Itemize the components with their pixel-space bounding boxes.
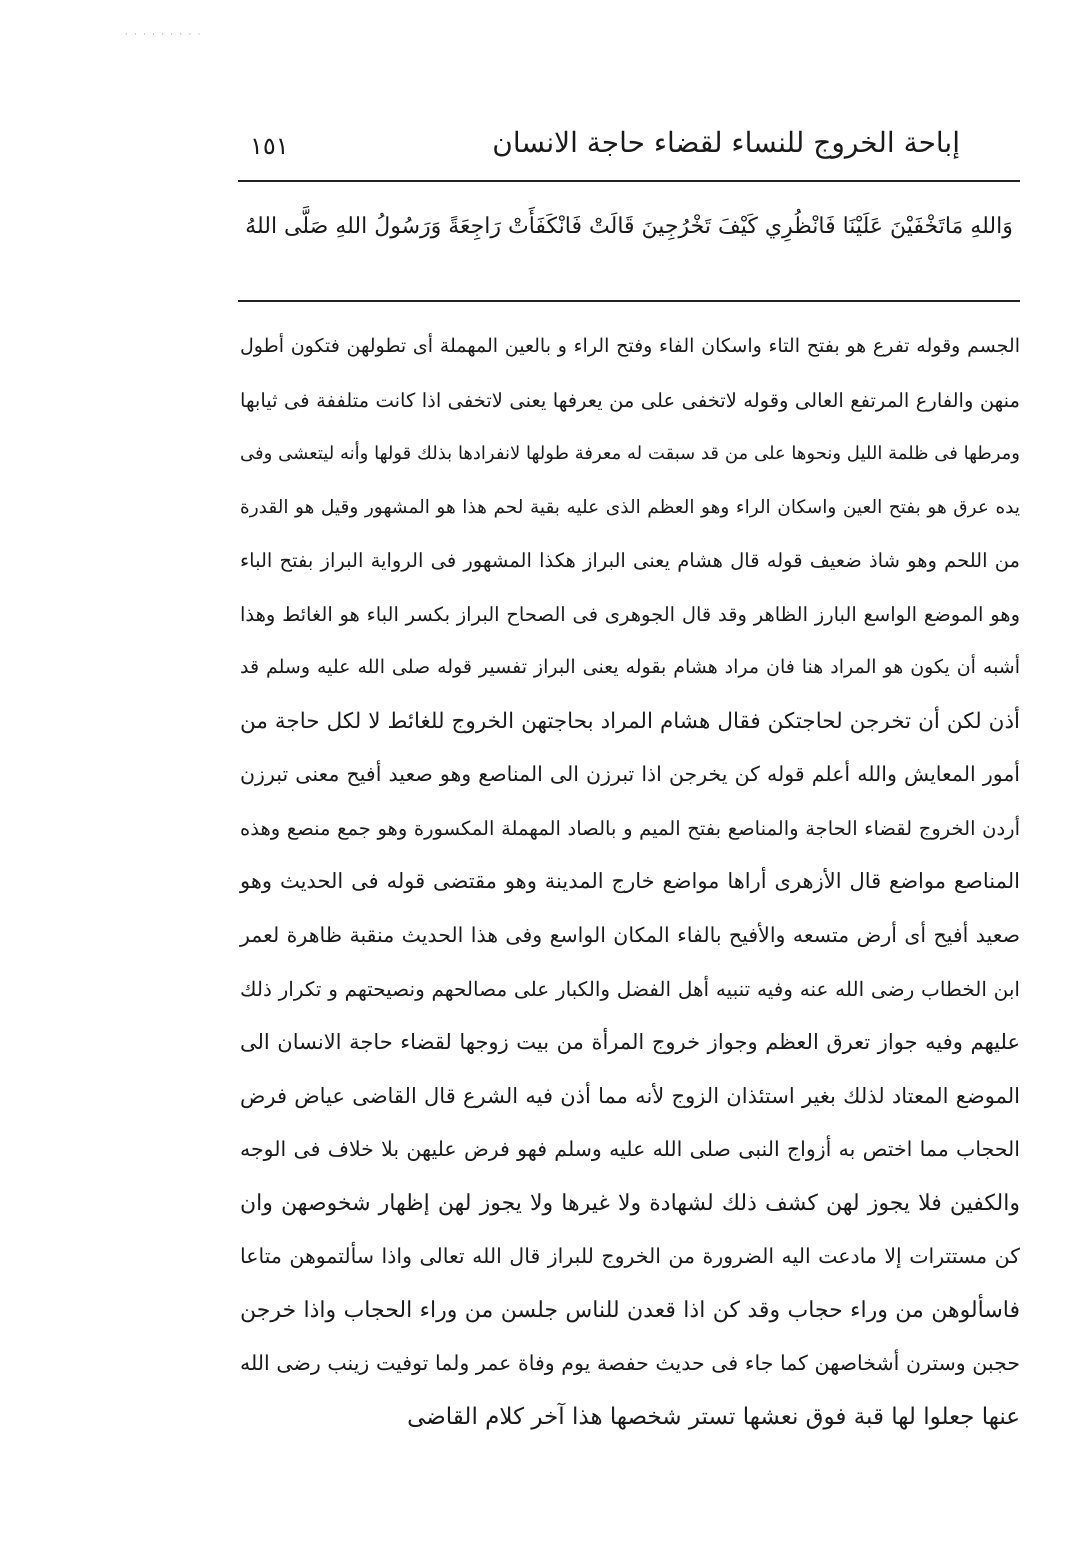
commentary-line: عليهم وفيه جواز تعرق العظم وجواز خروج المرأة من بيت زوجها لقضاء حاجة الانسان الى (240, 1030, 1020, 1055)
commentary-line: أشبه أن يكون هو المراد هنا فان مراد هشام بقوله يعنى البراز تفسير قوله صلى الله عليه وسلم قد (240, 656, 1020, 679)
page-number: ١٥١ (250, 132, 289, 160)
commentary-line: الجسم وقوله تفرع هو بفتح التاء واسكان الفاء وفتح الراء و بالعين المهملة أى تطولهن فتكون أطول (240, 335, 1020, 357)
commentary-line: أمور المعايش والله أعلم قوله كن يخرجن اذا تبرزن الى المناصع وهو صعيد أفيح معنى تبرزن (240, 762, 1020, 787)
commentary-line: من اللحم وهو شاذ ضعيف قوله قال هشام يعنى البراز هكذا المشهور فى الرواية البراز بفتح الباء (240, 549, 1020, 573)
scan-specks: · · · · · · · · · (125, 30, 203, 39)
commentary-line: المناصع مواضع قال الأزهرى أراها مواضع خارج المدينة وهو مقتضى قوله فى الحديث وهو (240, 869, 1020, 894)
page-header (240, 118, 1000, 168)
commentary-line: والكفين فلا يجوز لهن كشف ذلك لشهادة ولا غيرها ولا يجوز لهن إظهار شخوصهن وان (240, 1190, 1020, 1216)
commentary-line: أذن لكن أن تخرجن لحاجتكن فقال هشام المراد بحاجتهن الخروج للغائط لا لكل حاجة من (240, 708, 1020, 734)
commentary-line: عنها جعلوا لها قبة فوق نعشها تستر شخصها هذا آخر كلام القاضى (407, 1403, 1020, 1430)
running-title: إباحة الخروج للنساء لقضاء حاجة الانسان (492, 126, 960, 159)
hadith-text-line: وَاللهِ مَاتَخْفَيْنَ عَلَيْنَا فَانْظُرِي كَيْفَ تَخْرُجِينَ قَالَتْ فَانْكَفَأَتْ رَاجِعَةً وَرَسُولُ اللهِ صَلَّى اللهُ (245, 214, 1013, 239)
commentary-line: كن مستترات إلا مادعت اليه الضرورة من الخروج للبراز قال الله تعالى واذا سألتموهن متاعا (240, 1244, 1020, 1269)
commentary-line: يده عرق هو بفتح العين واسكان الراء وهو العظم الذى عليه بقية لحم هذا هو المشهور وقيل هو القدرة (240, 496, 1020, 518)
commentary-line: منهن والفارع المرتفع العالى وقوله لاتخفى على من يعرفها يعنى لاتخفى اذا كانت متلففة فى ثيابها (240, 388, 1020, 412)
commentary-line: الموضع المعتاد لذلك بغير استئذان الزوج لأنه مما أذن فيه الشرع قال القاضى عياض فرض (240, 1083, 1020, 1108)
commentary-line: فاسألوهن من وراء حجاب وقد كن اذا قعدن للناس جلسن من وراء الحجاب واذا خرجن (240, 1297, 1020, 1323)
commentary-body (240, 320, 1020, 1444)
commentary-line: وهو الموضع الواسع البارز الظاهر وقد قال الجوهرى فى الصحاح البراز بكسر الباء هو الغائط وهذا (240, 602, 1020, 626)
commentary-line: ابن الخطاب رضى الله عنه وفيه تنبيه أهل الفضل والكبار على مصالحهم ونصيحتهم و تكرار ذلك (240, 976, 1020, 1001)
section-rule (238, 300, 1020, 302)
commentary-line: أردن الخروج لقضاء الحاجة والمناصع بفتح الميم و بالصاد المهملة المكسورة وهو جمع منصع وهذه (240, 816, 1020, 840)
commentary-line: ومرطها فى ظلمة الليل ونحوها على من قد سبقت له معرفة طولها لانفرادها بذلك قولها وأنه ليتعشى وفى (240, 443, 1020, 465)
commentary-line: حجبن وسترن أشخاصهن كما جاء فى حديث حفصة يوم وفاة عمر ولما توفيت زينب رضى الله (240, 1351, 1020, 1376)
header-rule (238, 180, 1020, 182)
commentary-line: الحجاب مما اختص به أزواج النبى صلى الله عليه وسلم فهو فرض عليهن بلا خلاف فى الوجه (240, 1137, 1020, 1162)
commentary-line: صعيد أفيح أى أرض متسعه والأفيح بالفاء المكان الواسع وفى هذا الحديث منقبة ظاهرة لعمر (240, 923, 1020, 948)
